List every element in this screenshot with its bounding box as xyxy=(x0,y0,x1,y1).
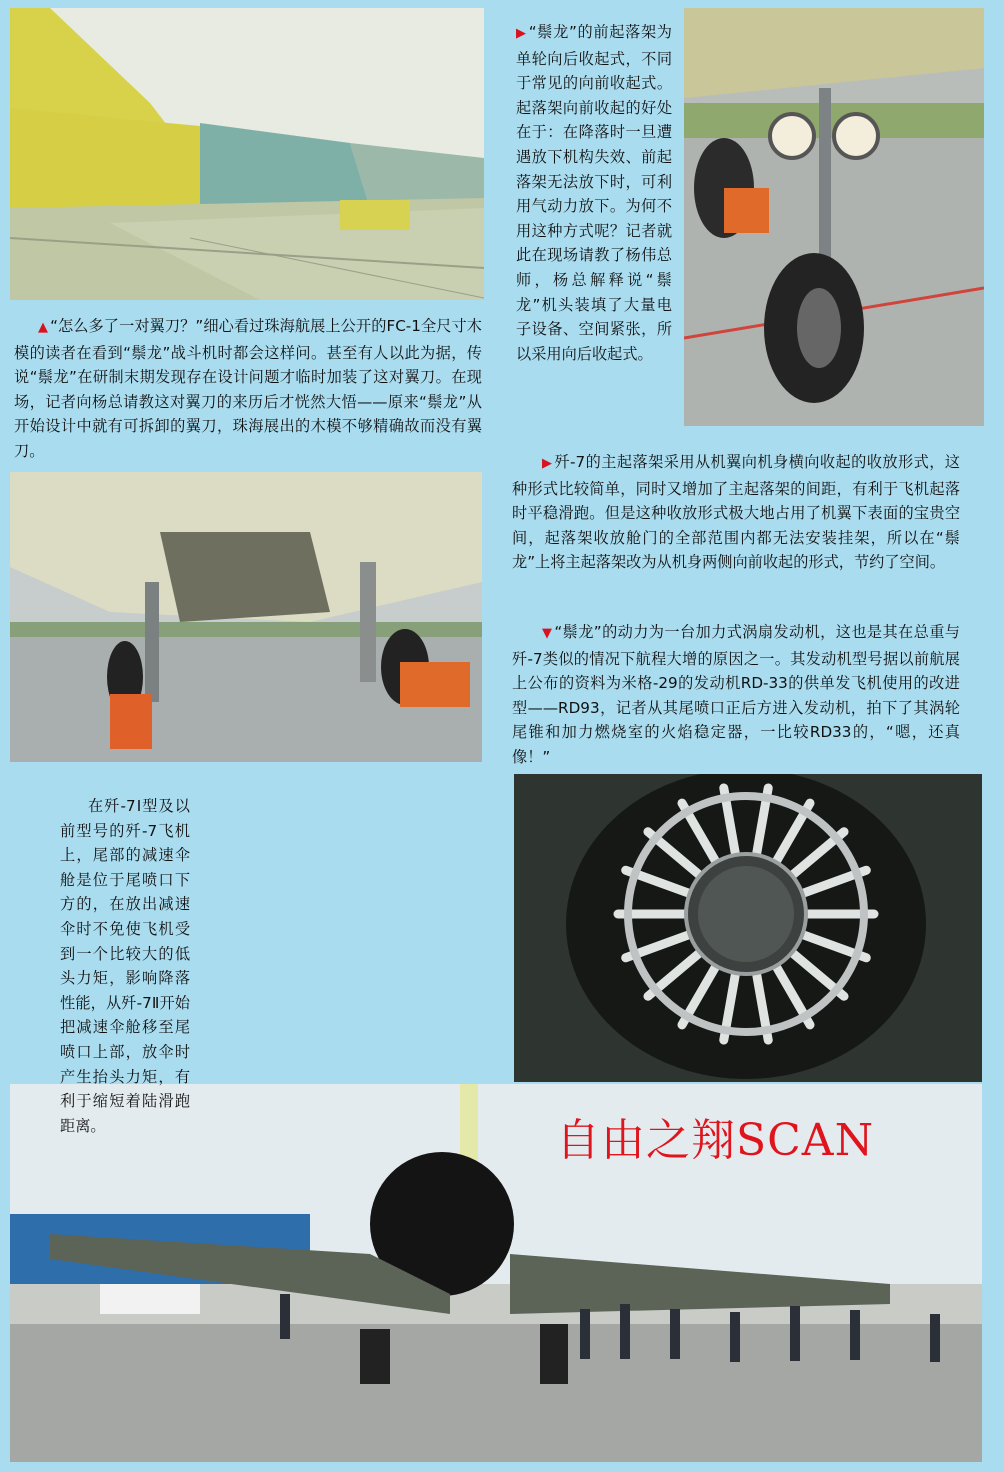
photo-wing-fence xyxy=(10,8,484,300)
scan-watermark: 自由之翔SCAN xyxy=(556,1115,875,1166)
caption-drag-chute xyxy=(60,794,190,1138)
photo-main-gear xyxy=(10,472,482,762)
right-arrow-marker-icon: ▶ xyxy=(516,26,527,41)
caption-drag-chute-text: 在歼-7Ⅰ型及以前型号的歼-7飞机上，尾部的减速伞舱是位于尾喷口下方的，在放出减速伞时不免使飞机受到一个比较大的低头力矩，影响降落性能，从歼-7Ⅱ开始把减速伞舱移至尾喷口上部，放伞时产生抬头力矩，有利于缩短着陆滑跑距离。 xyxy=(60,797,190,1135)
caption-nose-gear xyxy=(516,20,672,366)
up-arrow-marker-icon: ▲ xyxy=(38,320,49,335)
caption-main-gear-text: 歼-7的主起落架采用从机翼向机身横向收起的收放形式，这种形式比较简单，同时又增加了主起落架的间距，有利于飞机起落时平稳滑跑。但是这种收放形式极大地占用了机翼下表面的宝贵空间，起落架收放舱门的全部范围内都无法安装挂架，所以在“鬃龙”上将主起落架改为从机身两侧向前收起的形式，节约了空间。 xyxy=(512,453,960,572)
caption-engine xyxy=(512,620,960,770)
photo-nose-gear xyxy=(684,8,984,426)
caption-engine-text: “鬃龙”的动力为一台加力式涡扇发动机，这也是其在总重与歼-7类似的情况下航程大增的原因之一。其发动机型号据以前航展上公布的资料为米格-29的发动机RD-33的供单发飞机使用的改进型——RD93，记者从其尾喷口正后方进入发动机，拍下了其涡轮尾锥和加力燃烧室的火焰稳定器，一比较RD33的，“嗯，还真像！” xyxy=(512,623,960,766)
photo-engine-flameholder xyxy=(514,774,982,1082)
down-arrow-marker-icon: ▼ xyxy=(542,626,553,641)
caption-wing-fence xyxy=(14,314,482,464)
caption-wing-fence-text: “怎么多了一对翼刀？”细心看过珠海航展上公开的FC-1全尺寸木模的读者在看到“鬃龙”战斗机时都会这样问。甚至有人以此为据，传说“鬃龙”在研制末期发现存在设计问题才临时加装了这对翼刀。在现场，记者向杨总请教这对翼刀的来历后才恍然大悟——原来“鬃龙”从开始设计中就有可拆卸的翼刀，珠海展出的木模不够精确故而没有翼刀。 xyxy=(14,317,482,460)
caption-main-gear xyxy=(512,450,960,575)
right-arrow-marker-icon: ▶ xyxy=(542,456,553,471)
caption-nose-gear-text: “鬃龙”的前起落架为单轮向后收起式，不同于常见的向前收起式。起落架向前收起的好处在于：在降落时一旦遭遇放下机构失效、前起落架无法放下时，可利用气动力放下。为何不用这种方式呢？记者就此在现场请教了杨伟总师，杨总解释说“鬃龙”机头装填了大量电子设备、空间紧张，所以采用向后收起式。 xyxy=(516,23,672,363)
